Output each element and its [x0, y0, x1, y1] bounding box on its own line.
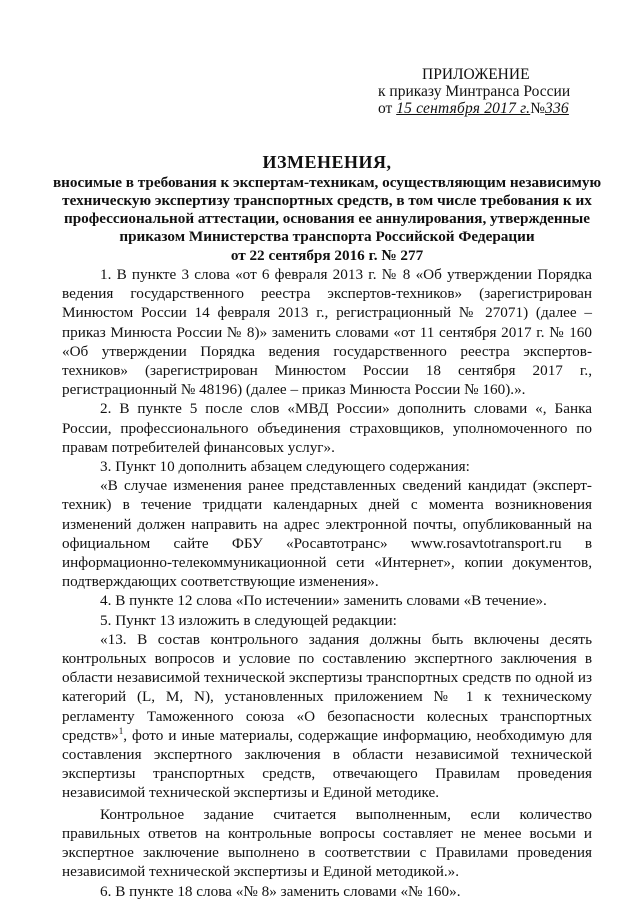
paragraph-1: 1. В пункте 3 слова «от 6 февраля 2013 г. № 8 «Об утверждении Порядка ведения государственного реестра экспертов-техников» (зарегистрирован Минюстом России 14 февраля 2013 г., регистрационный № 27071) (далее – приказ Минюста России № 8)» заменить словами «от 11 сентября 2017 г. № 160 «Об утверждении Порядка ведения государственного реестра экспертов-техников» (зарегистрирован Минюстом России 18 сентября 2017 г., регистрационный № 48196) (далее – приказ Минюста России № 160).».: [62, 266, 592, 399]
paragraph-7: [62, 630, 592, 803]
paragraph-2: 2. В пункте 5 после слов «МВД России» дополнить словами «, Банка России, профессионального объединения страховщиков, уполномоченного по правам потребителей финансовых услуг».: [62, 400, 592, 456]
paragraph-8: Контрольное задание считается выполненным, если количество правильных ответов на контрольные вопросы составляет не менее восьми и экспертное заключение выполнено в соответствии с Правилами проведения независимой технической экспертизы и Единой методикой.».: [62, 805, 592, 881]
annex-header: [378, 66, 588, 117]
handwritten-number: 336: [545, 100, 569, 117]
paragraph-5: 4. В пункте 12 слова «По истечении» заменить словами «В течение».: [100, 592, 547, 610]
number-prefix: №: [530, 100, 546, 117]
annex-to: к приказу Минтранса России: [378, 83, 571, 100]
paragraph-3: 3. Пункт 10 дополнить абзацем следующего содержания:: [100, 458, 470, 476]
document-body: [62, 265, 592, 901]
from-prefix: от: [378, 100, 393, 117]
document-title-block: [52, 151, 602, 265]
document-title: ИЗМЕНЕНИЯ,: [262, 152, 392, 172]
paragraph-7-part-2: , фото и иные материалы, содержащие информацию, необходимую для составления экспертного заключения в области независимой технической экспертизы транспортных средств, отвечающего Правилам проведения независимой технической экспертизы и Единой методике.: [62, 726, 592, 802]
paragraph-9: 6. В пункте 18 слова «№ 8» заменить словами «№ 160».: [100, 882, 461, 900]
handwritten-date: 15 сентября 2017 г.: [396, 100, 531, 117]
paragraph-4: «В случае изменения ранее представленных сведений кандидат (эксперт-техник) в течение тридцати календарных дней с момента возникновения изменений должен направить на адрес электронной почты, опубликованный на официальном сайте ФБУ «Росавтотранс» www.rosavtotransport.ru в информационно-телекоммуникационной сети «Интернет», копии документов, подтверждающих соответствующие изменения».: [62, 477, 592, 591]
paragraph-6: 5. Пункт 13 изложить в следующей редакции:: [100, 611, 397, 629]
document-date-line: от 22 сентября 2016 г. № 277: [230, 247, 424, 264]
annex-label: ПРИЛОЖЕНИЕ: [422, 66, 530, 83]
document-subtitle: вносимые в требования к экспертам-техникам, осуществляющим независимую техническую экспертизу транспортных средств, в том числе требования к их профессиональной аттестации, основания ее аннулирования, утвержденные приказом Министерства транспорта Российской Федерации: [52, 174, 602, 245]
annex-date-line: [378, 100, 588, 117]
footnote-mark: 1: [118, 725, 124, 736]
paragraph-7-part-1: «13. В состав контрольного задания должны быть включены десять контрольных вопросов и условие по составлению экспертного заключения в области независимой технической экспертизы транспортных средств по одной из категорий (L, M, N), установленных приложением № 1 к техническому регламенту Таможенного союза «О безопасности колесных транспортных средств»: [62, 630, 592, 744]
